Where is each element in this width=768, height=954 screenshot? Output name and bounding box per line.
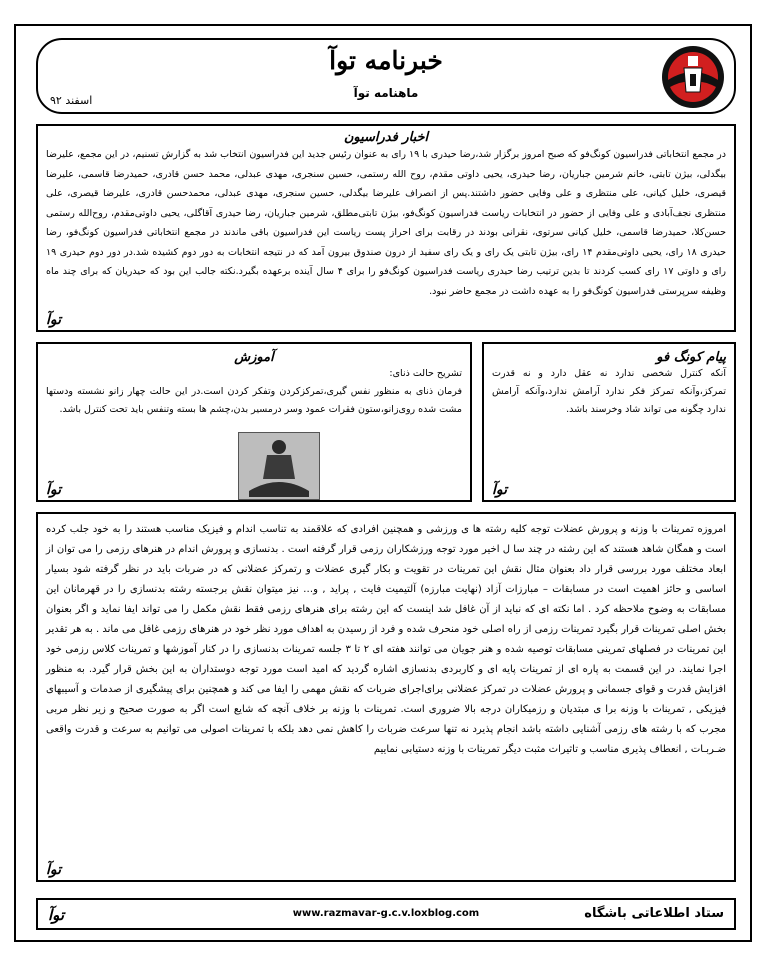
training-section: [36, 342, 472, 502]
masthead: [36, 38, 736, 114]
article-body: امروزه تمرینات با وزنه و پرورش عضلات توجه کلیه رشته ها ی ورزشی و همچنین افرادی که علاقمند به تناسب اندام و فیزیک مناسب هستند را به خود جلب کرده است و همگان شاهد هستند که این رشته در چند سا ل اخیر مورد توجه ورزشکاران رزمی قرار گرفته است . بدنسازی و پرورش اندام در هنرهای رزمی را می توان از ابعاد مختلف مورد بررسی قرار داد بعنوان مثال نقش این تمرینات در تقویت و بکار گیری عضلات و رتمرکز عضلانی که در ضربات باید در نظر گرفته شود بسیار اساسی و حائز اهمیت است در مسابقات – مبارزات آزاد (نهایت مبارزه) آلتیمیت فایت , پراید , و… نیز میتوان نقش برجسته رشته بدنسازی را در قهرمانان این مسابقات به وضوح ملاحظه کرد . اما نکته ای که نباید از آن غافل شد اینست که این رشته برای هنرهای رزمی فقط نقش مکمل را می تواند ایفا نماید و اگر بعنوان بخش اصلی تمرینات قرار بگیرد تمرینات رزمی از راه اصلی خود منحرف شده و فرد از رسیدن به اهداف مورد نظر خود در هنرهای رزمی غافل می ماند . به هر تقدیر این تمرینات در فصلهای تمرینی مسابقات توصیه شده و هنر جویان می توانند هفته ای ۲ تا ۳ جلسه تمرینات بدنسازی را در کنار آموزشها و تمرینات کلاس رزمی خود اجرا نمایند. در این قسمت به پاره ای از تمرینات پایه ای و کاربردی بدنسازی اشاره گردید که امید است مورد توجه دوستداران به این بخش قرار گیرد. به منظور افزایش قدرت و قوای جسمانی و پرورش عضلات در تمرکز عضلانی برای‌اجرای ضربات که نقش مهمی را ایفا می کند و همچنین برای پیشگیری از صدمات و آسیبهای فیزیکی , تمرینات با وزنه برا ی مبتدیان و رزمیکاران درجه بالا ضروری است. تمرینات با وزنه بر خلاف آنچه که شایع است اگر به صورت صحیح و زیر نظر مربی مجرب که با رشته های رزمی آشنایی داشته باشد انجام پذیرد نه تنها سرعت ضربات را کاهش نمی دهد بلکه با تمرینات اصولی می توانیم به سرعت و قدرت واقعی ضـربـات , انعطاف پذیری مناسب و تاثیرات مثبت دیگر تمرینات با وزنه دستیابی نماییم: [46, 524, 727, 755]
issue-date: اسفند ۹۲: [50, 94, 93, 107]
news-signature: توآ: [46, 312, 62, 328]
newsletter-subtitle: ماهنامه توآ: [353, 86, 419, 100]
bodybuilding-article-section: [36, 512, 736, 882]
zenai-pose-photo: [238, 432, 320, 500]
footer: [36, 898, 736, 930]
footer-signature: توآ: [48, 906, 65, 924]
training-heading: تشریح حالت ذنای:: [389, 368, 462, 379]
federation-news-section: [36, 124, 736, 332]
news-body: در مجمع انتخاباتی فدراسیون کونگ‌فو که صبح امروز برگزار شد،رضا حیدری با ۱۹ رای به عنوان رئیس جدید این فدراسیون انتخاب شد به گزارش تسنیم، در این مجمع، علیرضا بیگدلی، بیژن تابتی، خانم شرمین جباریان، رضا حیدری، یحیی داوتی مقدم، روح الله رستمی، حسین سنجری، مهدی عبدلی، محمد حسن قادری، حمیدرضا قاسمی، علیرضا قیصری، خلیل کیانی، علی منتظری و علی وفایی حضور داشتند.پس از انصراف علیرضا بیگدلی، حسین سنجری، مهدی عبدلی، محمدحسن قادری، علیرضا قیصری، علی منتظری نجف‌آبادی و علی وفایی از حضور در انتخابات ریاست فدراسیون کونگ‌فو، بیژن تابتی‌مطلق، شرمین جباریان، رضا حیدری آقاگلی، یحیی داوتی‌مقدم، روح‌الله رستمی حسن‌کلا، حمیدرضا قاسمی، خلیل کیانی سرتوی، نقرانی بودند در رقابت برای احراز پست ریاست این فدراسیون باقی ماندند در مجمع انتخاباتی فدراسیون کونگ‌فو، رضا حیدری ۱۸ رای، یحیی داوتی‌مقدم ۱۴ رای، بیژن تابتی یک رای و یک رای سفید از درون صندوق بیرون آمد که در نتیجه انتخابات به دور دوم کشیده شد.در دور دوم حیدری ۱۹ رای و داوتی ۱۷ رای کسب کردند تا بدین ترتیب رضا حیدری ریاست فدراسیون کونگ‌فو را برای ۴ سال آینده برعهده بگیرد.نکته جالب این بود که حیدریان که برای چند ماه وظیفه سرپرستی فدراسیون کونگ‌فو را به عهده داشت در مجمع حاضر نبود.: [46, 149, 726, 297]
training-title: آموزش: [234, 350, 274, 365]
footer-organization: ستاد اطلاعاتی باشگاه: [584, 906, 724, 921]
website-link[interactable]: www.razmavar-g.c.v.loxblog.com: [292, 908, 480, 919]
newsletter-title: خبرنامه توآ: [329, 46, 443, 75]
news-title: اخبار فدراسیون: [343, 130, 429, 145]
kungfu-title: پیام کونگ فو: [656, 350, 726, 365]
kungfu-signature: توآ: [492, 482, 508, 498]
article-signature: توآ: [46, 862, 62, 878]
training-body: فرمان ذنای به منظور نفس گیری،تمرکزکردن وتفکر کردن است.در این حالت چهار زانو نشسته ودستها مشت شده روی‌زانو،ستون فقرات عمود وسر درمسیر بدن،چشم ها بسته وتنفس باید تحت کنترل باشد.: [46, 386, 462, 415]
training-signature: توآ: [46, 482, 62, 498]
kungfu-body: آنکه کنترل شخصی ندارد نه عقل دارد و نه قدرت تمرکز،وآنکه تمرکز فکر ندارد آرامش ندارد،وآنکه آرامش ندارد چگونه می تواند شاد وخرسند باشد.: [492, 368, 726, 415]
club-logo-icon: [660, 44, 726, 110]
kungfu-message-section: [482, 342, 736, 502]
